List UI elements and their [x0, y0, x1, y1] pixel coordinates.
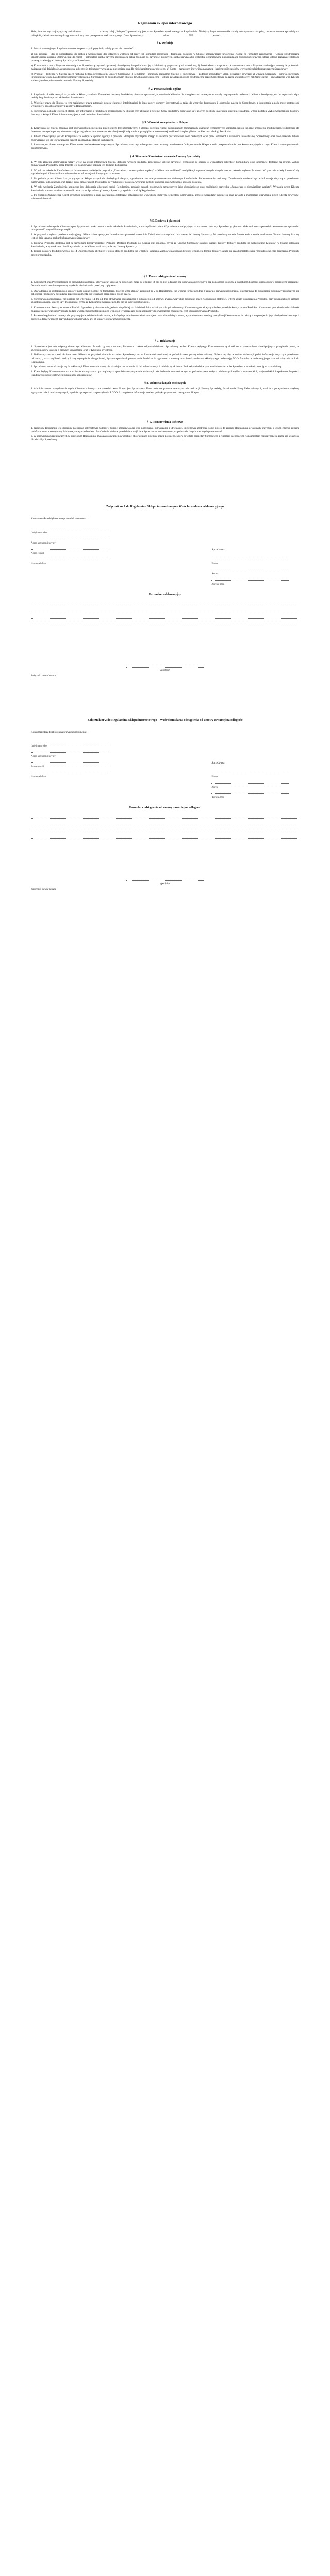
- paragraph: 1. Sprzedawca jest zobowiązany dostarczyć Klientowi Produkt zgodny z umową. Podstawa i zakres odpowiedzialności Sprzedawcy wobec Klienta będącego Konsumentem są określone w powszechnie obowiązujących przepisach prawa, w szczególności w ustawie o prawach konsumenta oraz w Kodeksie cywilnym.: [31, 345, 299, 352]
- paragraph: 3. Sprzedawca dokłada wszelkich starań, aby informacje o Produktach prezentowane w Sklepie były aktualne i rzetelne. Ceny Produktów podawane są w złotych polskich i zawierają wszystkie składniki, w tym podatek VAT, z wyłączeniem kosztów dostawy, o których Klient informowany jest przed złożeniem Zamówienia.: [31, 109, 299, 116]
- seller-name-field[interactable]: [211, 556, 289, 560]
- complaint-line-4[interactable]: [31, 621, 299, 625]
- paragraph: 1. Regulamin określa zasady korzystania ze Sklepu, składania Zamówień, dostawy Produktów, uiszczania płatności, uprawnienia Klientów do odstąpienia od umowy oraz zasady rozpatrywania reklamacji. Klient zobowiązany jest do zapoznania się z treścią Regulaminu przed złożeniem Zamówienia.: [31, 93, 299, 100]
- seller-address-label: Adres: [211, 786, 218, 789]
- paragraph: 1. Korzystanie ze Sklepu możliwe jest pod warunkiem spełnienia przez system teleinformatyczny, z którego korzysta Klient, następujących minimalnych wymagań technicznych: komputer, laptop lub inne urządzenie multimedialne z dostępem do Internetu; dostęp do poczty elektronicznej; przeglądarka internetowa w aktualnej wersji; włączenie w przeglądarce internetowej możliwości zapisu plików cookies oraz obsługi JavaScript.: [31, 127, 299, 133]
- consumer-email-field[interactable]: [31, 546, 108, 550]
- document-page: [31, 21, 299, 891]
- paragraph: 3. Dostawa Produktu dostępna jest na terytorium Rzeczypospolitej Polskiej. Dostawa Produktu do Klienta jest odpłatna, chyba że Umowa Sprzedaży stanowi inaczej. Koszty dostawy Produktu są wskazywane Klientowi w trakcie składania Zamówienia, w tym także w chwili wyrażenia przez Klienta woli związania się Umową Sprzedaży.: [31, 241, 299, 248]
- paragraph: 4. Konsument ma obowiązek zwrócić Produkt Sprzedawcy niezwłocznie, jednak nie później niż 14 dni od dnia, w którym odstąpił od umowy. Konsument ponosi wyłącznie bezpośrednie koszty zwrotu Produktu. Konsument ponosi odpowiedzialność za zmniejszenie wartości Produktu będące wynikiem korzystania z niego w sposób wykraczający poza konieczny do stwierdzenia charakteru, cech i funkcjonowania Produktu.: [31, 306, 299, 313]
- complaint-line-2[interactable]: [31, 608, 299, 612]
- paragraph: 1. W celu złożenia Zamówienia należy wejść na stronę internetową Sklepu, dokonać wyboru Produktu, podejmując kolejne czynności techniczne w oparciu o wyświetlane Klientowi komunikaty oraz informacje dostępne na stronie. Wybór zamawianych Produktów przez Klienta jest dokonywany poprzez ich dodanie do koszyka.: [31, 160, 299, 167]
- consumer-phone-field[interactable]: [31, 769, 108, 773]
- consumer-address-field[interactable]: [31, 749, 108, 753]
- paragraph: 2. Reklamacja może zostać złożona przez Klienta na przykład pisemnie na adres Sprzedawcy lub w formie elektronicznej za pośrednictwem poczty elektronicznej. Zaleca się, aby w opisie reklamacji podać informacje dotyczące przedmiotu reklamacji, w szczególności rodzaj i datę wystąpienia niezgodności, żądanie sposobu doprowadzenia Produktu do zgodności z umową oraz dane kontaktowe składającego reklamację. Wzór formularza reklamacyjnego stanowi załącznik nr 1 do Regulaminu.: [31, 353, 299, 364]
- seller-address-label: Adres: [211, 572, 218, 575]
- annex-1-signature-line[interactable]: [126, 664, 204, 668]
- section-title: § 9. Postanowienia końcowe: [147, 421, 183, 425]
- section-title: § 4. Składanie Zamówień i zawarcie Umowy Sprzedaży: [129, 155, 201, 158]
- section-title: § 6. Prawo odstąpienia od umowy: [143, 275, 187, 279]
- paragraph: 1. Administratorem danych osobowych Klientów zbieranych za pośrednictwem Sklepu jest Sprzedawca. Dane osobowe przetwarzane są w celu realizacji Umowy Sprzedaży, świadczenia Usług Elektronicznych, a także – po wyrażeniu odrębnej zgody – w celach marketingowych, zgodnie z przepisami rozporządzenia RODO. Szczegółowe informacje zawiera polityka prywatności dostępna w Sklepie.: [31, 387, 299, 394]
- seller-block: [170, 726, 299, 799]
- paragraph: 1. Sprzedawca udostępnia Klientowi sposoby płatności wskazane w trakcie składania Zamówienia, w szczególności: płatność przelewem tradycyjnym na rachunek bankowy Sprzedawcy, płatności elektroniczne za pośrednictwem operatora płatności oraz płatność przy odbiorze przesyłki.: [31, 225, 299, 232]
- annex-2-signature-caption: (podpis): [160, 882, 170, 885]
- seller-email-label: Adres e-mail: [211, 583, 225, 586]
- consumer-phone-label: Numer telefonu: [31, 562, 47, 565]
- withdrawal-line-2[interactable]: [31, 821, 299, 825]
- paragraph: 5. Prawo odstąpienia od umowy nie przysługuje w odniesieniu do umów, w których przedmiotem świadczenia jest rzecz nieprefabrykowana, wyprodukowana według specyfikacji Konsumenta lub służąca zaspokojeniu jego zindywidualizowanych potrzeb, a także w innych przypadkach wskazanych w art. 38 ustawy o prawach konsumenta.: [31, 314, 299, 321]
- paragraph: e) Konsument – osoba fizyczna dokonująca ze Sprzedawcą czynności prawnej niezwiązanej bezpośrednio z jej działalnością gospodarczą lub zawodową; f) Przedsiębiorca na prawach konsumenta – osoba fizyczna zawierająca umowę bezpośrednio związaną z jej działalnością gospodarczą, gdy z treści tej umowy wynika, że nie posiada ona dla niej charakteru zawodowego; g) Konto – oznaczony indywidualną nazwą i hasłem zbiór zasobów w systemie teleinformatycznym Sprzedawcy.: [31, 64, 299, 71]
- seller-name-label: Firma: [211, 562, 218, 565]
- complaint-line-3[interactable]: [31, 615, 299, 619]
- consumer-email-label: Adres e-mail: [31, 552, 44, 555]
- section-title: § 2. Postanowienia ogólne: [148, 87, 182, 91]
- consumer-email-field[interactable]: [31, 759, 108, 763]
- withdrawal-line-1[interactable]: [31, 815, 299, 819]
- paragraph: 4. Klient będący Konsumentem ma możliwość skorzystania z pozasądowych sposobów rozpatrywania reklamacji i dochodzenia roszczeń, w tym za pośrednictwem stałych polubownych sądów konsumenckich, wojewódzkich inspektorów Inspekcji Handlowej oraz powiatowych rzeczników konsumentów.: [31, 370, 299, 377]
- paragraph: 2. W przypadku wyboru przelewu tradycyjnego Klient zobowiązany jest do dokonania płatności w terminie 7 dni kalendarzowych od dnia zawarcia Umowy Sprzedaży. W przeciwnym razie Zamówienie zostanie anulowane. Termin dostawy liczony jest od dnia uznania rachunku bankowego Sprzedawcy.: [31, 233, 299, 240]
- withdrawal-line-3[interactable]: [31, 828, 299, 832]
- consumer-name-label: Imię i nazwisko: [31, 531, 47, 534]
- seller-label: Sprzedawca:: [211, 761, 225, 765]
- paragraph: 2. Klient zobowiązany jest do korzystania ze Sklepu w sposób zgodny z prawem i dobrymi obyczajami, mając na uwadze poszanowanie dóbr osobistych oraz praw autorskich i własności intelektualnej Sprzedawcy oraz osób trzecich. Klient zobowiązany jest do wprowadzania danych zgodnych ze stanem faktycznym.: [31, 135, 299, 142]
- seller-name-field[interactable]: [211, 769, 289, 773]
- seller-email-label: Adres e-mail: [211, 796, 225, 799]
- consumer-phone-label: Numer telefonu: [31, 775, 47, 778]
- consumer-name-field[interactable]: [31, 525, 108, 529]
- annex-2-note: Załącznik: dowód zakupu: [31, 888, 57, 891]
- consumer-block: [31, 726, 160, 799]
- paragraph: 3. Zakazane jest dostarczanie przez Klienta treści o charakterze bezprawnym. Sprzedawca zastrzega sobie prawo do czasowego zawieszenia funkcjonowania Sklepu w celu przeprowadzenia prac konserwacyjnych, o czym Klienci zostaną uprzednio poinformowani.: [31, 143, 299, 150]
- seller-email-field[interactable]: [211, 790, 289, 794]
- section-title: § 5. Dostawa i płatności: [150, 219, 180, 223]
- annex-2-form-title: Formularz odstąpienia od umowy zawartej na odległość: [129, 806, 201, 809]
- consumer-address-label: Adres korespondencyjny: [31, 541, 56, 545]
- section-title: § 8. Ochrona danych osobowych: [144, 382, 186, 385]
- consumer-phone-field[interactable]: [31, 556, 108, 560]
- seller-address-field[interactable]: [211, 566, 289, 570]
- document-title: Regulamin sklepu internetowego: [138, 21, 192, 25]
- annex-2-title: Załącznik nr 2 do Regulaminu Sklepu internetowego – Wzór formularza odstąpienia od umowy zawartej na odległość: [87, 718, 243, 722]
- seller-email-field[interactable]: [211, 577, 289, 581]
- withdrawal-line-4[interactable]: [31, 835, 299, 839]
- annex-1-form-title: Formularz reklamacyjny: [148, 592, 182, 596]
- paragraph: 2. W trakcie składania Zamówienia – do momentu naciśnięcia przycisku „Zamawiam z obowiązkiem zapłaty” – Klient ma możliwość modyfikacji wprowadzonych danych oraz w zakresie wyboru Produktu. W tym celu należy kierować się wyświetlanymi Klientowi komunikatami oraz informacjami dostępnymi na stronie.: [31, 168, 299, 176]
- paragraph: 3. Sprzedawca ustosunkowuje się do reklamacji Klienta niezwłocznie, nie później niż w terminie 14 dni kalendarzowych od dnia jej złożenia. Brak odpowiedzi w tym terminie oznacza, że Sprzedawca uznał reklamację za uzasadnioną.: [31, 365, 282, 369]
- paragraph: h) Produkt – dostępna w Sklepie rzecz ruchoma będąca przedmiotem Umowy Sprzedaży; i) Regulamin – niniejszy regulamin Sklepu; j) Sprzedawca – podmiot prowadzący Sklep, wskazany powyżej; k) Umowa Sprzedaży – umowa sprzedaży Produktu zawierana na odległość pomiędzy Klientem a Sprzedawcą za pośrednictwem Sklepu; l) Usługa Elektroniczna – usługa świadczona drogą elektroniczną przez Sprzedawcę na rzecz Usługobiorcy; m) Zamówienie – oświadczenie woli Klienta zmierzające bezpośrednio do zawarcia Umowy Sprzedaży.: [31, 72, 299, 82]
- paragraph: 4. W celu wysłania Zamówienia konieczne jest dokonanie akceptacji treści Regulaminu, podanie danych osobowych oznaczonych jako obowiązkowe oraz naciśnięcie przycisku „Zamawiam z obowiązkiem zapłaty”. Wysłanie przez Klienta Zamówienia stanowi oświadczenie woli zawarcia ze Sprzedawcą Umowy Sprzedaży, zgodnie z treścią Regulaminu.: [31, 185, 299, 192]
- complaint-line-1[interactable]: [31, 601, 299, 605]
- annex-1-note: Załącznik: dowód zakupu: [31, 674, 57, 677]
- annex-2-signature-line[interactable]: [126, 877, 204, 881]
- annex-2-parties: [31, 726, 299, 799]
- section-title: § 3. Warunki korzystania ze Sklepu: [142, 121, 188, 125]
- paragraph: 2. Wszelkie prawa do Sklepu, w tym majątkowe prawa autorskie, prawa własności intelektualnej do jego nazwy, domeny internetowej, a także do wzorców, formularzy i logotypów należą do Sprzedawcy, a korzystanie z nich może następować wyłącznie w sposób określony i zgodny z Regulaminem.: [31, 101, 299, 108]
- paragraph: 2. Oświadczenie o odstąpieniu od umowy może zostać złożone na formularzu, którego wzór stanowi załącznik nr 2 do Regulaminu, lub w innej formie zgodnej z ustawą o prawach konsumenta. Bieg terminu do odstąpienia od umowy rozpoczyna się od objęcia Produktu w posiadanie przez Konsumenta lub wskazaną przez niego osobę trzecią.: [31, 289, 299, 296]
- section-title: § 1. Definicje: [156, 42, 174, 45]
- paragraph: 5. Po złożeniu Zamówienia Klient otrzymuje wiadomość e-mail zawierającą ostateczne potwierdzenie wszystkich istotnych elementów Zamówienia. Umowę Sprzedaży traktuje się jako zawartą z momentem otrzymania przez Klienta powyższej wiadomości e-mail.: [31, 194, 299, 200]
- annex-1-signature-caption: (podpis): [160, 668, 170, 672]
- consumer-block: [31, 513, 160, 586]
- seller-label: Sprzedawca:: [211, 548, 225, 552]
- consumer-address-label: Adres korespondencyjny: [31, 755, 56, 758]
- annex-1-parties: [31, 513, 299, 586]
- paragraph: 2. W sprawach nieuregulowanych w niniejszym Regulaminie mają zastosowanie powszechnie obowiązujące przepisy prawa polskiego. Spory powstałe pomiędzy Sprzedawcą a Klientem niebędącym Konsumentem rozstrzygane są przez sąd właściwy dla siedziby Sprzedawcy.: [31, 435, 299, 442]
- consumer-name-field[interactable]: [31, 738, 108, 742]
- seller-address-field[interactable]: [211, 779, 289, 784]
- paragraph: 4. Termin dostawy Produktu wynosi do 14 Dni roboczych, chyba że w opisie danego Produktu lub w trakcie składania Zamówienia podano krótszy termin. Na termin dostawy składa się czas kompletowania Produktu oraz czas doręczenia Produktu przez przewoźnika.: [31, 250, 299, 257]
- consumer-address-field[interactable]: [31, 535, 108, 539]
- section-title: § 7. Reklamacje: [155, 340, 175, 343]
- consumer-email-label: Adres e-mail: [31, 765, 44, 768]
- consumer-name-label: Imię i nazwisko: [31, 744, 47, 748]
- paragraph: a) Dni robocze – dni od poniedziałku do piątku z wyłączeniem dni ustawowo wolnych od pracy; b) Formularz rejestracji – formularz dostępny w Sklepie umożliwiający utworzenie Konta; c) Formularz zamówienia – Usługa Elektroniczna umożliwiająca złożenie Zamówienia; d) Klient – pełnoletnia osoba fizyczna posiadająca pełną zdolność do czynności prawnych, osoba prawna albo jednostka organizacyjna nieposiadająca osobowości prawnej, której ustawa przyznaje zdolność prawną, zawierająca Umowę Sprzedaży ze Sprzedawcą.: [31, 52, 299, 62]
- consumer-label: Konsument/Przedsiębiorca na prawach konsumenta:: [31, 517, 87, 521]
- annex-1-title: Załącznik nr 1 do Regulaminu Sklepu internetowego – Wzór formularza reklamacyjnego: [106, 505, 224, 509]
- seller-block: [170, 513, 299, 586]
- paragraph: 3. Sprzedawca niezwłocznie, nie później niż w terminie 14 dni od dnia otrzymania oświadczenia o odstąpieniu od umowy, zwraca wszystkie dokonane przez Konsumenta płatności, w tym koszty dostarczenia Produktu, przy użyciu takiego samego sposobu płatności, jakiego użył Konsument, chyba że Konsument wyraźnie zgodził się na inny sposób zwrotu.: [31, 297, 299, 304]
- paragraph: 3. Po podaniu przez Klienta korzystającego ze Sklepu wszystkich niezbędnych danych, wyświetlone zostanie podsumowanie złożonego Zamówienia. Podsumowanie złożonego Zamówienia zawierać będzie informacje dotyczące: przedmiotu Zamówienia, jednostkowej oraz łącznej ceny zamawianych Produktów, w tym kosztów dostawy, wybranej metody płatności oraz wybranego sposobu dostawy.: [31, 177, 299, 184]
- consumer-label: Konsument/Przedsiębiorca na prawach konsumenta:: [31, 731, 87, 734]
- document-intro: Sklep internetowy znajdujący się pod adresem .......................... (zwany dalej „Sklepem”) prowadzony jest przez Sprzedawcę wskazanego w Regulaminie. Niniejszy Regulamin określa zasady dokonywania zakupów, zawierania umów sprzedaży na odległość, świadczenia usług drogą elektroniczną oraz postępowania reklamacyjnego. Dane Sprzedawcy: .........................., adres: .........................., NIP: .........................., e-mail: ..........................: [31, 30, 299, 37]
- paragraph: 1. Niniejszy Regulamin jest dostępny na stronie internetowej Sklepu w formie umożliwiającej jego pozyskanie, odtwarzanie i utrwalanie. Sprzedawca zastrzega sobie prawo do zmiany Regulaminu z ważnych przyczyn, o czym Klienci zostaną poinformowani z co najmniej 14-dniowym wyprzedzeniem. Zamówienia złożone przed dniem wejścia w życie zmian realizowane są na podstawie dotychczasowych postanowień.: [31, 427, 299, 433]
- paragraph: 1. Konsument oraz Przedsiębiorca na prawach konsumenta, który zawarł umowę na odległość, może w terminie 14 dni od niej odstąpić bez podawania przyczyny i bez ponoszenia kosztów, z wyjątkiem kosztów określonych w niniejszym paragrafie. Do zachowania terminu wystarczy wysłanie oświadczenia przed jego upływem.: [31, 281, 299, 287]
- seller-name-label: Firma: [211, 775, 218, 778]
- paragraph: 1. Ilekroć w niniejszym Regulaminie mowa o poniższych pojęciach, należy przez nie rozumieć:: [31, 47, 134, 51]
